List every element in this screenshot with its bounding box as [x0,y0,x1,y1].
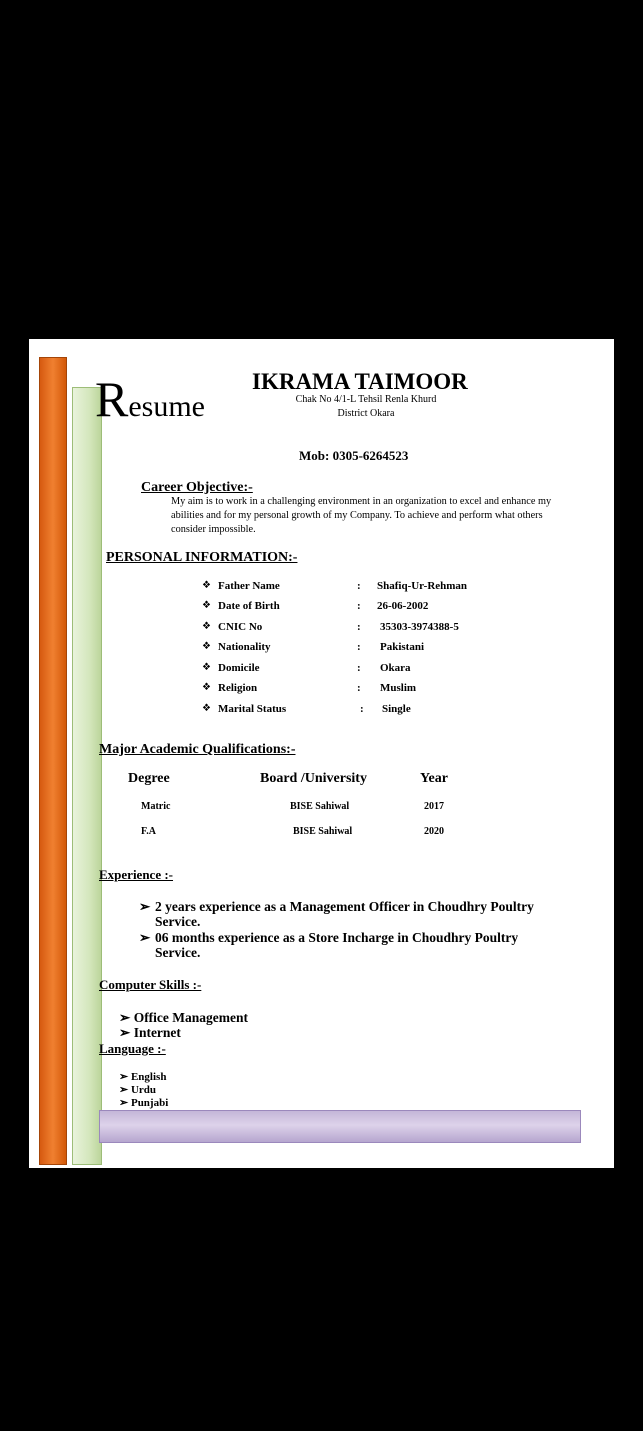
language-item: ➢ English [119,1071,167,1083]
resume-page: Resume IKRAMA TAIMOOR Chak No 4/1-L Tehsil Renla Khurd District Okara Mob: 0305-6264523 Career Objective:- My aim is to work in a challenging environment in an organization to excel and enhance my abilities and for my personal growth of my Company. To achieve and perform what others consider impossible. PERSONAL INFORMATION:- ❖ Father Name : Shafiq-Ur-Rehman ❖ Date of Birth : 26-06-2002 ❖ CNIC No : 35303-3974388-5 ❖ Nationality : Pakistani ❖ Domicile : Okara ❖ Religion : Muslim ❖ Marital Status : Single Major Academic Qualifications:- Degree Board /University Year Matric BISE Sahiwal 2017 F.A BISE Sahiwal 2020 Experience :- ➢ 2 years experience as a Management Officer in Choudhry Poultry Service. ➢ 06 months experience as a Store Incharge in Choudhry Poultry Service. Computer Skills :- ➢ Office Management ➢ Internet Language :- ➢ English ➢ Urdu ➢ Punjabi [29,339,614,1168]
language-heading: Language :- [99,1041,166,1056]
personal-info-heading: PERSONAL INFORMATION:- [106,550,298,565]
resume-title: Resume [95,371,205,427]
computer-skills-heading: Computer Skills :- [99,977,202,992]
arrow-icon: ➢ [119,1010,131,1025]
table-cell: 2017 [424,801,444,812]
career-objective-heading: Career Objective:- [141,480,253,495]
mobile-number: Mob: 0305-6264523 [299,448,409,463]
table-header-board: Board /University [260,771,367,786]
table-cell: BISE Sahiwal [293,826,353,837]
purple-footer-bar [99,1110,581,1143]
arrow-icon: ➢ [139,899,151,914]
language-item: ➢ Urdu [119,1084,157,1096]
academic-heading: Major Academic Qualifications:- [99,742,296,757]
language-item: ➢ Punjabi [119,1097,169,1109]
skill-item: ➢ Office Management [119,1010,249,1025]
arrow-icon: ➢ [139,930,151,945]
arrow-icon: ➢ [119,1084,129,1096]
green-side-bar [72,387,102,1165]
table-header-degree: Degree [128,771,170,786]
arrow-icon: ➢ [119,1097,129,1109]
arrow-icon: ➢ [119,1071,129,1083]
candidate-name: IKRAMA TAIMOOR [252,369,468,394]
skill-item: ➢ Internet [119,1025,181,1040]
table-cell: Matric [141,801,171,812]
address: Chak No 4/1-L Tehsil Renla Khurd District Okara [295,394,437,419]
experience-heading: Experience :- [99,867,174,882]
arrow-icon: ➢ [119,1025,131,1040]
orange-side-bar [39,357,67,1165]
table-cell: 2020 [424,826,444,837]
table-cell: F.A [141,826,156,837]
table-cell: BISE Sahiwal [290,801,350,812]
career-objective-text: My aim is to work in a challenging environment in an organization to excel and enhance my abilities and for my personal growth of my Company. To achieve and perform what others consider impossible. [171,496,552,535]
table-header-year: Year [420,771,448,786]
